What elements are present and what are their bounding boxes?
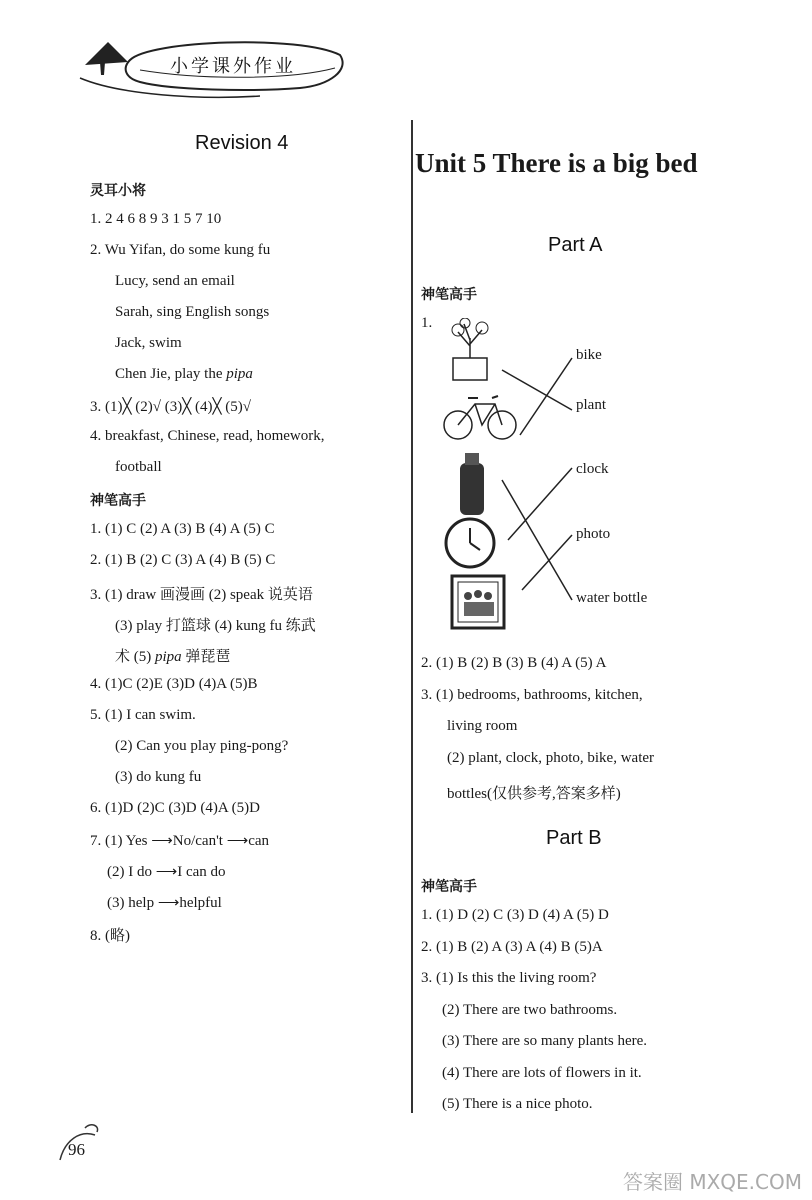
section-heading: 神笔高手	[421, 879, 477, 895]
header-title: 小学课外作业	[170, 56, 296, 77]
part-b-title: Part B	[546, 827, 602, 849]
answer-line: Chen Jie, play the pipa	[115, 366, 253, 382]
answer-line: 3. (1) Is this the living room?	[421, 970, 597, 986]
match-word: water bottle	[576, 590, 648, 606]
answer-line: living room	[447, 718, 518, 734]
column-divider	[411, 120, 413, 1113]
answer-line: (2) There are two bathrooms.	[442, 1002, 618, 1018]
answer-line: (2) Can you play ping-pong?	[115, 738, 289, 754]
answer-line: 5. (1) I can swim.	[90, 707, 196, 723]
answer-line: Lucy, send an email	[115, 273, 235, 289]
answer-line: football	[115, 459, 162, 475]
match-word: bike	[576, 347, 602, 363]
section-heading: 神笔高手	[90, 493, 146, 509]
answer-line: (3) play 打篮球 (4) kung fu 练武	[115, 618, 316, 634]
revision-title: Revision 4	[195, 132, 289, 154]
page-number: 96	[68, 1140, 85, 1159]
photo-icon	[452, 576, 504, 628]
answer-line: (4) There are lots of flowers in it.	[442, 1065, 642, 1081]
answer-line: 2. Wu Yifan, do some kung fu	[90, 242, 271, 258]
match-word: clock	[576, 461, 609, 477]
water-bottle-icon	[460, 453, 484, 515]
answer-line: Jack, swim	[115, 335, 182, 351]
match-word: plant	[576, 397, 606, 413]
answer-line: Sarah, sing English songs	[115, 304, 270, 320]
answer-line: 8. (略)	[90, 928, 130, 944]
header-banner	[0, 0, 812, 110]
answer-line: 7. (1) Yes ⟶No/can't ⟶can	[90, 833, 270, 849]
unit-title: Unit 5 There is a big bed	[415, 148, 698, 178]
answer-line: 4. (1)C (2)E (3)D (4)A (5)B	[90, 676, 258, 692]
answer-line: (2) plant, clock, photo, bike, water	[447, 750, 655, 766]
answer-line: 3. (1)╳ (2)√ (3)╳ (4)╳ (5)√	[90, 399, 252, 415]
matching-lines	[500, 350, 580, 610]
answer-line: (3) do kung fu	[115, 769, 202, 785]
answer-line: 术 (5) pipa 弹琵琶	[115, 649, 231, 665]
answer-line: (3) help ⟶helpful	[107, 895, 222, 911]
answer-line: (2) I do ⟶I can do	[107, 864, 226, 880]
match-word: photo	[576, 526, 611, 542]
question-number: 1.	[421, 315, 433, 331]
clock-icon	[446, 519, 494, 567]
part-a-title: Part A	[548, 234, 603, 256]
answer-line: 3. (1) draw 画漫画 (2) speak 说英语	[90, 587, 313, 603]
answer-line: (5) There is a nice photo.	[442, 1096, 593, 1112]
answer-line: 1. (1) C (2) A (3) B (4) A (5) C	[90, 521, 275, 537]
answer-line: 2. (1) B (2) A (3) A (4) B (5)A	[421, 939, 603, 955]
section-heading: 神笔高手	[421, 287, 477, 303]
answer-line: 1. 2 4 6 8 9 3 1 5 7 10	[90, 211, 222, 227]
answer-line: 4. breakfast, Chinese, read, homework,	[90, 428, 325, 444]
section-heading: 灵耳小将	[90, 183, 146, 199]
answer-line: 1. (1) D (2) C (3) D (4) A (5) D	[421, 907, 609, 923]
answer-line: 6. (1)D (2)C (3)D (4)A (5)D	[90, 800, 260, 816]
answer-line: 3. (1) bedrooms, bathrooms, kitchen,	[421, 687, 643, 703]
answer-line: 2. (1) B (2) B (3) B (4) A (5) A	[421, 655, 607, 671]
answer-line: bottles(仅供参考,答案多样)	[447, 786, 621, 802]
plant-icon	[452, 318, 488, 380]
answer-line: 2. (1) B (2) C (3) A (4) B (5) C	[90, 552, 276, 568]
header-ornament-icon	[0, 0, 812, 110]
watermark: 答案圈 MXQE.COM	[622, 1170, 802, 1194]
answer-line: (3) There are so many plants here.	[442, 1033, 648, 1049]
